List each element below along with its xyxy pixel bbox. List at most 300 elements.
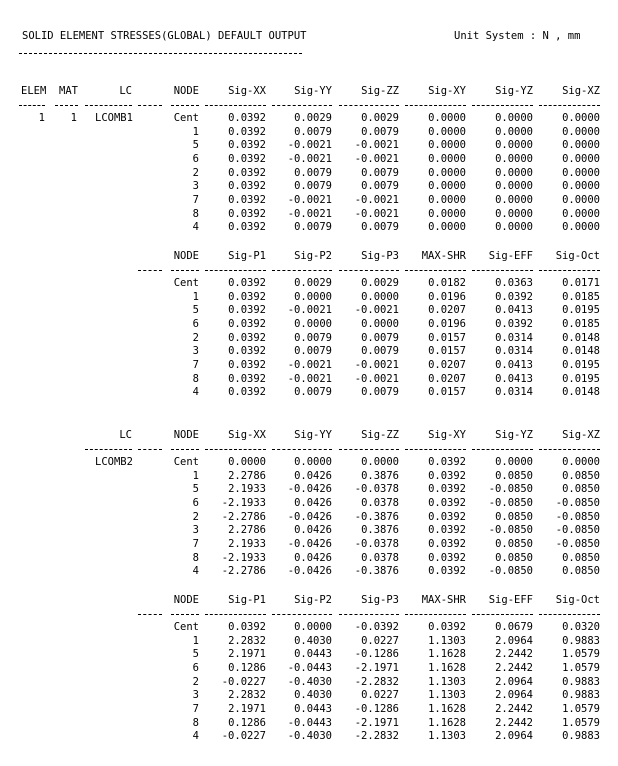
table-cell: 0.0314 [495,332,533,344]
table-cell: 2.0964 [495,730,533,742]
col-header-elem: ELEM [21,85,47,97]
table-cell: -0.0850 [555,524,600,536]
header-separator [272,449,332,450]
table-cell: 0.0000 [562,221,600,233]
table-cell: 0.0171 [562,277,600,289]
node-id: Cent [173,621,199,633]
load-case-label: LCOMB1 [95,112,133,124]
header-separator [205,270,266,271]
table-cell: 0.0079 [361,345,399,357]
header-separator [171,449,199,450]
table-cell: 0.0000 [562,194,600,206]
header-separator [19,105,45,106]
table-cell: 0.0000 [428,221,466,233]
col-header-sig-yy: Sig-YY [294,429,332,441]
table-cell: 0.0000 [562,139,600,151]
table-cell: 0.0392 [428,456,466,468]
table-cell: 0.0079 [294,126,332,138]
col-header-max-shr: MAX-SHR [421,594,466,606]
header-separator [171,614,199,615]
node-id: 1 [192,470,199,482]
table-cell: -0.0850 [488,497,533,509]
node-id: Cent [173,277,199,289]
table-cell: -0.0021 [354,194,399,206]
table-cell: 0.0195 [562,304,600,316]
table-cell: 0.0000 [495,221,533,233]
header-separator [205,449,266,450]
node-id: 2 [192,676,199,688]
header-separator [472,449,533,450]
node-id: 1 [192,635,199,647]
node-id: Cent [173,456,199,468]
col-header-max-shr: MAX-SHR [421,250,466,262]
table-cell: 0.0148 [562,332,600,344]
table-cell: 0.4030 [294,689,332,701]
table-cell: 0.0157 [428,345,466,357]
table-cell: -0.1286 [354,703,399,715]
col-header-node: NODE [173,250,199,262]
table-cell: 0.0000 [495,167,533,179]
table-cell: 2.2442 [495,648,533,660]
node-id: 6 [192,497,199,509]
table-cell: 0.0314 [495,386,533,398]
table-cell: 0.0000 [562,180,600,192]
node-id: 3 [192,524,199,536]
node-id: 8 [192,552,199,564]
unit-system: Unit System : N , mm [454,30,581,42]
table-cell: -0.0426 [287,483,332,495]
table-cell: 2.2442 [495,717,533,729]
table-cell: 0.0443 [294,648,332,660]
table-cell: 0.0392 [228,345,266,357]
table-cell: 1.1303 [428,730,466,742]
node-id: 6 [192,153,199,165]
table-cell: 0.0392 [428,565,466,577]
header-separator [539,614,600,615]
node-id: 2 [192,167,199,179]
table-cell: -0.0021 [287,139,332,151]
table-cell: 0.0392 [228,194,266,206]
table-cell: -0.0443 [287,717,332,729]
table-cell: -0.0227 [221,676,266,688]
header-separator [171,270,199,271]
table-cell: 0.9883 [562,635,600,647]
table-cell: 0.0029 [361,112,399,124]
node-id: Cent [173,112,199,124]
table-cell: 0.9883 [562,730,600,742]
table-cell: 0.0850 [562,552,600,564]
table-cell: 1.0579 [562,703,600,715]
col-header-sig-p3: Sig-P3 [361,594,399,606]
header-separator [85,449,132,450]
table-cell: 0.0392 [428,621,466,633]
table-cell: -0.3876 [354,511,399,523]
table-cell: 0.0079 [294,180,332,192]
table-cell: 0.0378 [361,497,399,509]
table-cell: -0.0021 [287,304,332,316]
table-cell: -0.0850 [555,511,600,523]
table-cell: 0.0000 [562,153,600,165]
table-cell: 0.0000 [428,126,466,138]
table-cell: -2.2832 [354,730,399,742]
table-cell: 0.0000 [495,208,533,220]
node-id: 8 [192,717,199,729]
table-cell: -0.0021 [354,304,399,316]
table-cell: 0.0148 [562,345,600,357]
table-cell: 0.0000 [562,126,600,138]
table-cell: 0.0850 [495,511,533,523]
header-separator [405,270,466,271]
table-cell: -0.4030 [287,730,332,742]
table-cell: 1.0579 [562,717,600,729]
node-id: 4 [192,730,199,742]
col-header-lc: LC [119,429,132,441]
node-id: 6 [192,318,199,330]
table-cell: 0.0392 [428,470,466,482]
mat-id: 1 [70,112,77,124]
table-cell: 0.0378 [361,552,399,564]
table-cell: 0.1286 [228,717,266,729]
col-header-lc: LC [119,85,132,97]
table-cell: 0.0029 [294,112,332,124]
header-separator [472,270,533,271]
header-separator [272,105,332,106]
col-header-sig-zz: Sig-ZZ [361,85,399,97]
table-cell: 0.0079 [361,167,399,179]
table-cell: 0.1286 [228,662,266,674]
table-cell: 0.0182 [428,277,466,289]
table-cell: -2.2832 [354,676,399,688]
header-separator [339,449,399,450]
table-cell: 0.3876 [361,470,399,482]
table-cell: 0.0227 [361,635,399,647]
col-header-node: NODE [173,85,199,97]
table-cell: 2.0964 [495,676,533,688]
table-cell: 2.0964 [495,689,533,701]
table-cell: 0.0000 [361,456,399,468]
node-id: 3 [192,180,199,192]
header-separator [539,270,600,271]
table-cell: 0.0000 [495,153,533,165]
table-cell: 0.0392 [228,386,266,398]
table-cell: 0.0392 [428,552,466,564]
col-header-sig-xx: Sig-XX [228,85,266,97]
table-cell: 0.0000 [495,180,533,192]
table-cell: 0.0392 [228,332,266,344]
col-header-sig-oct: Sig-Oct [555,594,600,606]
table-cell: 0.0850 [495,538,533,550]
table-cell: 0.0000 [562,112,600,124]
table-cell: 0.0392 [228,208,266,220]
table-cell: 0.0079 [361,126,399,138]
table-cell: -0.0021 [287,153,332,165]
table-cell: 0.0000 [294,318,332,330]
header-separator [339,105,399,106]
header-separator [171,105,199,106]
col-header-sig-p3: Sig-P3 [361,250,399,262]
col-header-sig-xz: Sig-XZ [562,85,600,97]
table-cell: 0.0392 [228,126,266,138]
table-cell: 0.0850 [562,483,600,495]
table-cell: 0.0392 [228,153,266,165]
table-cell: 0.0000 [428,153,466,165]
table-cell: 0.0157 [428,332,466,344]
node-id: 3 [192,345,199,357]
header-separator [138,449,162,450]
header-separator [272,614,332,615]
table-cell: 1.1628 [428,662,466,674]
table-cell: 0.0000 [428,180,466,192]
header-separator [339,614,399,615]
table-cell: 0.0079 [361,180,399,192]
table-cell: 2.2442 [495,662,533,674]
table-cell: 0.0079 [294,332,332,344]
table-cell: 2.2786 [228,470,266,482]
table-cell: -0.0850 [555,497,600,509]
table-cell: -0.0426 [287,565,332,577]
table-cell: 0.0426 [294,524,332,536]
table-cell: 0.0392 [495,291,533,303]
table-cell: 0.0079 [361,332,399,344]
header-separator [138,270,162,271]
header-separator [405,105,466,106]
table-cell: 0.0148 [562,386,600,398]
table-cell: 0.0413 [495,304,533,316]
node-id: 5 [192,483,199,495]
table-cell: -0.0850 [488,565,533,577]
table-cell: 0.0392 [428,511,466,523]
table-cell: -0.0426 [287,511,332,523]
table-cell: -0.0850 [488,524,533,536]
table-cell: 0.0207 [428,359,466,371]
table-cell: 0.0029 [294,277,332,289]
table-cell: -0.0426 [287,538,332,550]
header-separator [339,270,399,271]
table-cell: 0.0000 [495,139,533,151]
table-cell: 0.0392 [228,359,266,371]
table-cell: 0.0000 [562,167,600,179]
table-cell: 0.0000 [495,456,533,468]
table-cell: 2.1933 [228,538,266,550]
node-id: 1 [192,291,199,303]
table-cell: -0.0378 [354,483,399,495]
table-cell: 0.0363 [495,277,533,289]
header-separator [55,105,78,106]
col-header-mat: MAT [59,85,78,97]
table-cell: 0.0320 [562,621,600,633]
table-cell: 0.9883 [562,689,600,701]
load-case-label: LCOMB2 [95,456,133,468]
table-cell: 1.1303 [428,689,466,701]
table-cell: 0.0426 [294,497,332,509]
table-cell: 0.4030 [294,635,332,647]
node-id: 5 [192,648,199,660]
col-header-sig-xx: Sig-XX [228,429,266,441]
table-cell: 1.1303 [428,635,466,647]
node-id: 2 [192,332,199,344]
col-header-sig-oct: Sig-Oct [555,250,600,262]
table-cell: 1.1628 [428,648,466,660]
table-cell: 2.1971 [228,648,266,660]
col-header-sig-yy: Sig-YY [294,85,332,97]
table-cell: 1.0579 [562,662,600,674]
table-cell: 0.0000 [428,208,466,220]
table-cell: 0.0000 [294,291,332,303]
table-cell: -0.0021 [354,373,399,385]
table-cell: 0.0196 [428,318,466,330]
table-cell: 0.3876 [361,524,399,536]
table-cell: -0.0021 [287,208,332,220]
header-separator [539,449,600,450]
table-cell: 2.2786 [228,524,266,536]
table-cell: 0.0000 [495,126,533,138]
col-header-sig-eff: Sig-EFF [488,250,533,262]
table-cell: 0.0426 [294,552,332,564]
table-cell: 0.0392 [228,621,266,633]
table-cell: 0.0314 [495,345,533,357]
table-cell: 1.0579 [562,648,600,660]
table-cell: 0.0413 [495,373,533,385]
header-separator [85,105,132,106]
col-header-node: NODE [173,429,199,441]
table-cell: 0.0079 [294,386,332,398]
table-cell: 0.0227 [361,689,399,701]
table-cell: -2.1971 [354,662,399,674]
table-cell: 2.2832 [228,635,266,647]
table-cell: -0.0021 [354,153,399,165]
col-header-sig-zz: Sig-ZZ [361,429,399,441]
table-cell: 0.0000 [428,194,466,206]
table-cell: 0.0392 [428,497,466,509]
table-cell: -0.0021 [354,208,399,220]
table-cell: 0.0392 [228,180,266,192]
col-header-node: NODE [173,594,199,606]
table-cell: 0.0000 [495,112,533,124]
node-id: 2 [192,511,199,523]
table-cell: 0.0079 [361,386,399,398]
table-cell: 0.0850 [562,470,600,482]
table-cell: 2.1971 [228,703,266,715]
header-separator [472,105,533,106]
table-cell: 0.0029 [361,277,399,289]
table-cell: 0.0392 [228,167,266,179]
table-cell: 0.0000 [361,291,399,303]
table-cell: 0.0079 [294,345,332,357]
table-cell: 0.0850 [495,470,533,482]
table-cell: -0.0227 [221,730,266,742]
table-cell: 2.1933 [228,483,266,495]
col-header-sig-xy: Sig-XY [428,429,466,441]
table-cell: 0.0392 [228,221,266,233]
table-cell: 0.0000 [361,318,399,330]
table-cell: 0.9883 [562,676,600,688]
header-separator [405,614,466,615]
table-cell: 0.0000 [495,194,533,206]
table-cell: 0.0000 [562,208,600,220]
table-cell: 0.0392 [228,277,266,289]
node-id: 7 [192,703,199,715]
table-cell: 2.0964 [495,635,533,647]
table-cell: -0.0443 [287,662,332,674]
table-cell: 0.0679 [495,621,533,633]
node-id: 7 [192,194,199,206]
node-id: 3 [192,689,199,701]
header-separator [205,105,266,106]
header-separator [272,270,332,271]
table-cell: 0.0000 [428,112,466,124]
table-cell: -2.2786 [221,511,266,523]
table-cell: 0.0000 [562,456,600,468]
table-cell: 0.0000 [294,621,332,633]
table-cell: 0.0000 [428,167,466,179]
col-header-sig-p1: Sig-P1 [228,594,266,606]
table-cell: 0.0185 [562,318,600,330]
table-cell: 0.0207 [428,304,466,316]
col-header-sig-yz: Sig-YZ [495,429,533,441]
header-separator [205,614,266,615]
header-separator [138,614,162,615]
node-id: 8 [192,373,199,385]
col-header-sig-p2: Sig-P2 [294,250,332,262]
header-separator [539,105,600,106]
table-cell: 0.0079 [294,221,332,233]
table-cell: 0.0392 [228,139,266,151]
table-cell: -2.1933 [221,497,266,509]
table-cell: -2.2786 [221,565,266,577]
table-cell: 0.0392 [228,291,266,303]
table-cell: -0.0021 [354,139,399,151]
table-cell: 1.1628 [428,717,466,729]
col-header-sig-p1: Sig-P1 [228,250,266,262]
col-header-sig-xy: Sig-XY [428,85,466,97]
table-cell: 0.0185 [562,291,600,303]
table-cell: -0.0850 [488,483,533,495]
table-cell: 0.0392 [428,524,466,536]
table-cell: -0.0392 [354,621,399,633]
table-cell: 0.0079 [294,167,332,179]
table-cell: -0.0021 [287,373,332,385]
table-cell: 0.0000 [294,456,332,468]
table-cell: -0.0021 [287,359,332,371]
header-separator [138,105,162,106]
node-id: 6 [192,662,199,674]
elem-id: 1 [38,112,45,124]
table-cell: 0.0195 [562,359,600,371]
table-cell: 0.0392 [428,483,466,495]
header-separator [472,614,533,615]
report-title: SOLID ELEMENT STRESSES(GLOBAL) DEFAULT OUTPUT [22,30,307,42]
node-id: 4 [192,386,199,398]
title-underline [19,53,302,54]
table-cell: -0.0378 [354,538,399,550]
table-cell: 0.0443 [294,703,332,715]
node-id: 8 [192,208,199,220]
table-cell: 0.0207 [428,373,466,385]
table-cell: -0.1286 [354,648,399,660]
node-id: 4 [192,221,199,233]
table-cell: 2.2442 [495,703,533,715]
table-cell: 0.0413 [495,359,533,371]
table-cell: -2.1933 [221,552,266,564]
table-cell: 0.0079 [361,221,399,233]
node-id: 4 [192,565,199,577]
col-header-sig-yz: Sig-YZ [495,85,533,97]
table-cell: 0.0392 [228,304,266,316]
table-cell: 2.2832 [228,689,266,701]
table-cell: 0.0850 [562,565,600,577]
table-cell: 0.0196 [428,291,466,303]
table-cell: -0.4030 [287,676,332,688]
